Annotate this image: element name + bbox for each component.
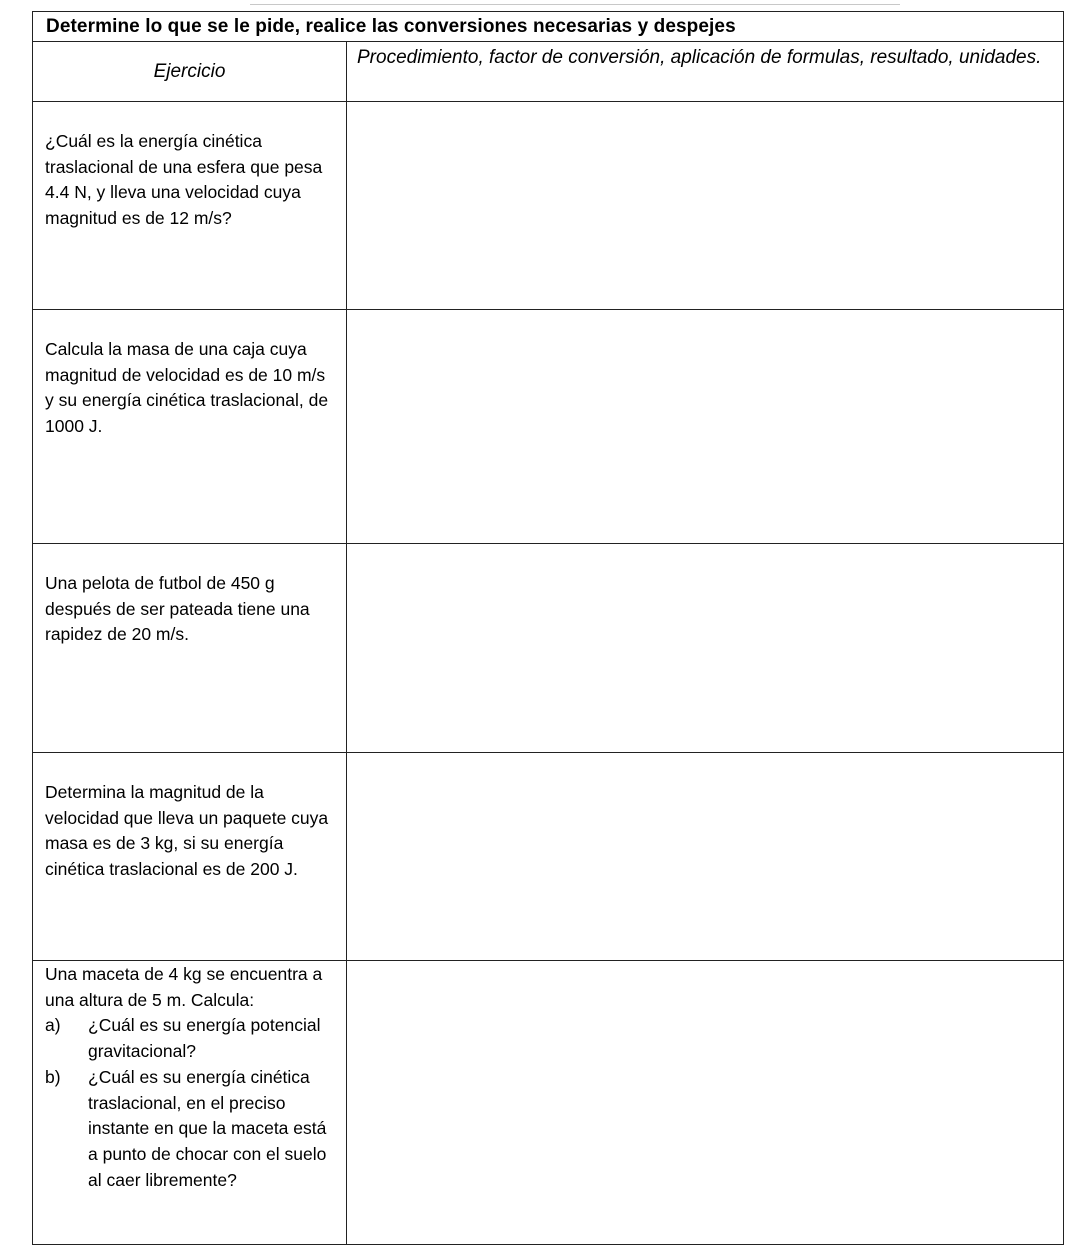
exercise-text: Calcula la masa de una caja cuya magnitud de velocidad es de 10 m/s y su energía cinética traslacional, de 1000 J. [33, 310, 347, 544]
sub-question-label: b) [45, 1066, 61, 1087]
exercise-text: Una maceta de 4 kg se encuentra a una altura de 5 m. Calcula: [45, 964, 323, 1010]
exercise-text: ¿Cuál es la energía cinética traslacional de una esfera que pesa 4.4 N, y lleva una velocidad cuya magnitud es de 12 m/s? [33, 102, 347, 310]
table-row [33, 310, 1064, 544]
table-row [33, 102, 1064, 310]
exercise-text: Determina la magnitud de la velocidad que lleva un paquete cuya masa es de 3 kg, si su energía cinética traslacional es de 200 J. [33, 753, 347, 961]
worksheet-table [32, 11, 1064, 1245]
column-header-exercise: Ejercicio [33, 42, 347, 102]
sub-question-text: ¿Cuál es su energía potencial gravitacional? [88, 1015, 321, 1062]
answer-cell[interactable] [347, 310, 1064, 544]
sub-question [45, 1013, 336, 1064]
answer-cell[interactable] [347, 544, 1064, 753]
exercise-text: Una pelota de futbol de 450 g después de ser pateada tiene una rapidez de 20 m/s. [33, 544, 347, 753]
answer-cell[interactable] [347, 102, 1064, 310]
answer-cell[interactable] [347, 753, 1064, 961]
table-row [33, 544, 1064, 753]
table-row [33, 753, 1064, 961]
answer-cell[interactable] [347, 961, 1064, 1245]
table-row [33, 961, 1064, 1245]
column-header-procedure: Procedimiento, factor de conversión, aplicación de formulas, resultado, unidades. [347, 42, 1064, 102]
sub-question-label: a) [45, 1015, 61, 1036]
cropped-header-line [250, 0, 900, 5]
sub-question-text: ¿Cuál es su energía cinética traslacional, en el preciso instante en que la maceta está a punto de chocar con el suelo al caer libremente? [88, 1066, 327, 1190]
worksheet-title: Determine lo que se le pide, realice las conversiones necesarias y despejes [33, 12, 1064, 42]
exercise-cell [33, 961, 347, 1245]
sub-question [45, 1065, 336, 1194]
